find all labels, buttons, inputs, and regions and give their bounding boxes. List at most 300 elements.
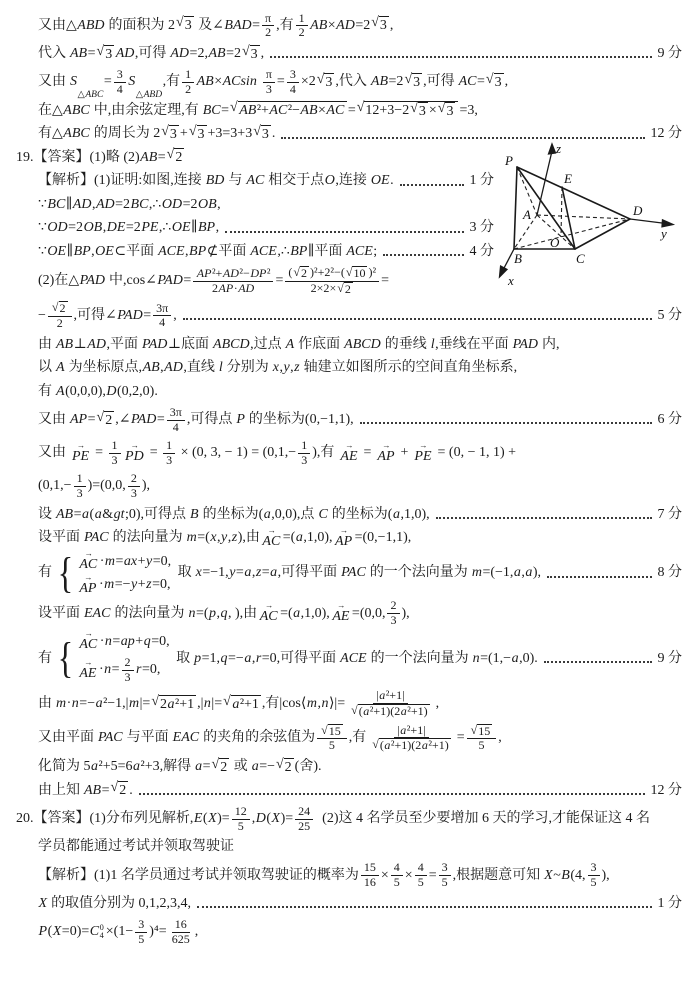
math-text: 10 xyxy=(353,265,366,280)
radical-sign: √ xyxy=(151,693,160,709)
math-text: ×(1− xyxy=(105,924,134,940)
math-text: 3 xyxy=(130,485,137,500)
vector xyxy=(262,525,281,549)
math-text: 2 xyxy=(59,301,66,316)
radical-sign: √ xyxy=(253,123,261,139)
radicand xyxy=(344,282,353,297)
radical-sign: √ xyxy=(371,15,379,31)
math-text: =(0,−1,1), xyxy=(354,530,412,546)
content-line xyxy=(4,471,682,502)
fraction xyxy=(415,861,427,890)
vector-arrow-icon: → xyxy=(84,658,92,668)
math-text: )=(0,0, xyxy=(87,478,126,494)
math-text: ,代入 AB=2 xyxy=(335,74,404,90)
math-text: π xyxy=(265,67,272,82)
math-text: 又由平面 PAC 与平面 EAC 的夹角的余弦值为 xyxy=(38,730,316,746)
math-text: 4 xyxy=(393,860,400,875)
radical-sign: √ xyxy=(188,123,197,139)
math-text: 2AP·AD xyxy=(211,280,255,295)
math-text: = xyxy=(456,730,465,746)
math-text: 【解析】(1)1 名学员通过考试并领取驾驶证的概率为 xyxy=(38,867,359,883)
denominator xyxy=(439,876,451,890)
radical-sign: √ xyxy=(404,71,413,87)
math-text: 15 xyxy=(478,723,491,738)
equation-system xyxy=(55,549,172,598)
vector-name: AP xyxy=(335,533,353,549)
math-text: 12 xyxy=(234,803,247,818)
denominator xyxy=(387,614,399,628)
math-text: 由 m·n=−a²−1,|m|= xyxy=(38,696,151,712)
fraction xyxy=(285,266,379,297)
radical-sign: √ xyxy=(470,722,478,737)
math-text: 设 AB=a(a&gt;0),可得点 B 的坐标为(a,0,0),点 C 的坐标为(a,1,0), xyxy=(38,506,430,522)
content-line xyxy=(4,438,682,469)
radicand xyxy=(231,695,261,714)
math-text: 16 xyxy=(363,875,376,890)
vector xyxy=(340,440,358,464)
content-line xyxy=(4,300,682,332)
vector-name: AP xyxy=(79,580,97,596)
numerator xyxy=(232,805,250,820)
radicand xyxy=(284,758,294,777)
content-line xyxy=(4,504,682,525)
math-text: + xyxy=(179,126,188,142)
math-text: 5 xyxy=(417,875,424,890)
math-text: 有△ABC 的周长为 2 xyxy=(38,126,161,142)
radical-sign: √ xyxy=(176,15,184,31)
content-line xyxy=(4,265,494,298)
math-text: 又由△ABD 的面积为 2 xyxy=(38,17,175,33)
subscript: △ABD xyxy=(135,89,163,100)
square-root xyxy=(293,266,309,281)
denominator xyxy=(296,26,308,40)
math-text: S xyxy=(128,74,136,90)
vector-arrow-icon: → xyxy=(264,601,273,611)
dotted-leader xyxy=(544,650,652,663)
math-text: ,∠PAD= xyxy=(115,412,165,427)
math-text: 5 xyxy=(441,875,448,890)
numerator xyxy=(285,266,379,282)
question-20-solution xyxy=(4,804,682,948)
math-text: ·m=ax+y=0, xyxy=(99,553,172,569)
math-text: 2 xyxy=(175,150,183,166)
system-brace: { xyxy=(57,549,74,598)
vector-name: AC xyxy=(79,637,98,653)
radicand xyxy=(104,45,114,64)
square-root xyxy=(242,45,260,64)
fraction xyxy=(163,439,175,468)
math-text: AD,可得 AD=2,AB=2 xyxy=(115,46,241,62)
math-text: = xyxy=(146,445,162,461)
math-text: r=0, xyxy=(136,662,161,678)
figure-label-x: x xyxy=(508,273,514,289)
math-text: ,有 xyxy=(162,74,181,90)
vector xyxy=(259,603,278,624)
math-text: (舍). xyxy=(294,759,322,775)
radical-sign: √ xyxy=(275,756,284,772)
superscript: 0 xyxy=(99,922,104,932)
radicand xyxy=(379,738,451,753)
math-text: ×2 xyxy=(300,74,316,90)
denominator xyxy=(169,933,193,947)
square-root xyxy=(346,266,368,281)
numerator xyxy=(182,68,194,83)
square-root xyxy=(111,781,129,800)
square-root xyxy=(97,411,115,430)
content-line xyxy=(4,688,682,720)
denominator xyxy=(156,316,168,330)
square-root xyxy=(321,724,343,739)
vector-arrow-icon: → xyxy=(267,525,276,535)
dotted-leader xyxy=(436,507,652,520)
radicand xyxy=(159,695,196,714)
content-line xyxy=(4,757,682,778)
question-18-solution-tail xyxy=(4,11,682,145)
math-text: 有 xyxy=(38,565,52,581)
dotted-leader xyxy=(281,126,644,139)
figure-label-O: O xyxy=(550,235,560,251)
subscript: △ABC xyxy=(77,89,104,100)
math-text: 4 xyxy=(289,82,296,97)
fraction xyxy=(114,68,126,97)
radicand xyxy=(324,73,334,92)
vector-name: AC xyxy=(79,557,98,573)
subscript: 4 xyxy=(99,931,104,941)
radicand xyxy=(219,758,229,777)
math-text: 2 xyxy=(390,598,397,613)
math-text: 625 xyxy=(171,931,190,946)
numerator xyxy=(263,68,275,83)
math-text: 2 xyxy=(130,471,137,486)
fraction xyxy=(262,12,274,41)
radical-sign: √ xyxy=(321,722,328,737)
math-text: ( xyxy=(288,265,293,280)
math-text: 又由 S xyxy=(38,74,77,90)
system-row xyxy=(77,575,171,596)
denominator xyxy=(262,26,274,40)
fraction xyxy=(109,439,121,468)
math-text: =(a,1,0), xyxy=(282,530,333,546)
radical-sign: √ xyxy=(437,100,446,116)
square-root xyxy=(52,301,68,316)
dotted-leader xyxy=(139,782,645,795)
figure-label-D: D xyxy=(633,203,643,219)
math-text: (a²+1)(2a²+1) xyxy=(358,704,428,719)
math-text: (0,1,− xyxy=(38,478,72,494)
numerator xyxy=(114,68,126,83)
math-text: , xyxy=(389,17,394,33)
fraction xyxy=(232,805,250,834)
math-text: = xyxy=(103,74,112,90)
denominator xyxy=(182,83,194,97)
denominator xyxy=(135,933,147,947)
math-text: 2 xyxy=(105,412,113,428)
math-text: π xyxy=(265,10,272,25)
vector xyxy=(79,551,98,572)
math-text: 1 xyxy=(111,437,118,452)
vector xyxy=(414,440,432,464)
content-line xyxy=(4,837,682,858)
radicand xyxy=(261,125,271,144)
math-text: ,可得∠PAD= xyxy=(73,307,152,323)
denominator xyxy=(361,876,379,890)
math-text: 4 xyxy=(172,419,179,434)
vector xyxy=(125,440,145,464)
math-text: 3π xyxy=(169,404,182,419)
question-19-solution xyxy=(4,141,682,801)
radicand xyxy=(169,125,179,144)
math-text: = xyxy=(276,74,285,90)
fraction xyxy=(167,406,185,435)
math-text: 3 xyxy=(184,18,192,34)
vector-arrow-icon: → xyxy=(76,440,85,450)
math-text: 2×2× xyxy=(310,281,337,296)
system-brace: { xyxy=(57,634,74,683)
fraction xyxy=(391,861,403,890)
math-text: 由上知 AB= xyxy=(38,782,110,798)
fraction xyxy=(295,805,313,834)
fraction xyxy=(48,301,72,331)
math-text: 及∠BAD= xyxy=(194,17,261,33)
math-text: AB×ACsin xyxy=(196,74,257,90)
fraction xyxy=(135,918,147,947)
math-text: (2)在△PAD 中,cos∠PAD= xyxy=(38,273,192,289)
math-text: ,可得点 P 的坐标为(0,−1,1), xyxy=(186,412,354,427)
math-text: =3, xyxy=(459,102,478,118)
content-line xyxy=(4,241,494,262)
dotted-leader xyxy=(225,220,463,233)
square-root xyxy=(253,125,271,144)
denominator xyxy=(308,282,357,297)
math-text: × xyxy=(404,867,413,883)
math-text: 2 xyxy=(185,82,192,97)
math-text: ,有 xyxy=(348,730,367,746)
math-text: ,有 xyxy=(276,17,294,33)
radical-sign: √ xyxy=(351,703,358,718)
math-text: 代入 AB= xyxy=(38,46,96,62)
content-line xyxy=(4,100,682,121)
vector xyxy=(335,525,353,549)
math-text: 3 xyxy=(250,46,258,62)
equation-system xyxy=(55,631,170,685)
numerator xyxy=(163,439,175,454)
denominator xyxy=(54,317,66,331)
fraction xyxy=(347,689,434,719)
vector xyxy=(332,603,350,624)
fraction xyxy=(263,68,275,97)
math-text: 5 xyxy=(328,738,335,753)
math-text: =(0,0, xyxy=(351,605,386,621)
math-text: ),有 xyxy=(312,445,338,461)
radicand xyxy=(238,101,347,120)
dotted-leader xyxy=(400,173,464,186)
vector xyxy=(72,440,90,464)
math-text: 3 xyxy=(379,18,387,34)
math-text: ·n=ap+q=0, xyxy=(99,633,170,649)
radical-sign: √ xyxy=(345,264,353,279)
radical-sign: √ xyxy=(96,409,105,425)
fraction xyxy=(387,599,399,628)
radicand xyxy=(118,781,128,800)
math-text: 设平面 PAC 的法向量为 m=(x,y,z),由 xyxy=(38,530,260,546)
math-text: 2 xyxy=(284,759,292,775)
math-text: AP²+AD²−DP² xyxy=(196,265,271,280)
math-text: = xyxy=(428,867,437,883)
denominator xyxy=(263,83,275,97)
math-text: 【解析】(1)证明:如图,连接 BD 与 AC 相交于点O,连接 OE. xyxy=(38,173,394,189)
math-text: × xyxy=(380,867,389,883)
fraction xyxy=(368,724,455,754)
score-label: 4 分 xyxy=(469,243,494,259)
math-text: 或 a=− xyxy=(230,759,275,775)
radical-sign: √ xyxy=(337,280,344,295)
math-text: 3 xyxy=(169,126,177,142)
math-text: × xyxy=(428,103,437,119)
math-text: 5 xyxy=(138,931,145,946)
numerator xyxy=(391,861,403,876)
math-text: 2 xyxy=(298,25,305,40)
denominator xyxy=(170,421,182,435)
vector-name: AE xyxy=(340,448,358,464)
dotted-leader xyxy=(383,244,463,257)
math-text: 3 xyxy=(441,860,448,875)
math-text: ∵BC∥AD,AD=2BC,∴OD=2OB, xyxy=(38,196,221,212)
numerator xyxy=(394,724,428,739)
score-label: 12 分 xyxy=(650,782,682,798)
fraction xyxy=(467,724,497,754)
figure-label-y: y xyxy=(661,226,667,242)
numerator xyxy=(373,689,407,704)
content-line xyxy=(4,525,682,549)
score-label: 1 分 xyxy=(469,173,494,189)
score-label: 8 分 xyxy=(657,565,682,581)
math-text: 19.【答案】(1)略 (2)AB= xyxy=(16,149,166,165)
radical-sign: √ xyxy=(485,71,494,87)
radicand xyxy=(184,16,194,35)
vector-arrow-icon: → xyxy=(382,440,390,450)
math-text: ∵OD=2OB,DE=2PE,∴OE∥BP, xyxy=(38,220,220,236)
math-text: , xyxy=(194,924,199,940)
radicand xyxy=(445,102,455,121)
denominator xyxy=(235,820,247,834)
radicand xyxy=(418,102,428,121)
math-text: 3 xyxy=(138,917,145,932)
radical-sign: √ xyxy=(161,123,169,139)
numerator xyxy=(122,656,134,671)
content-line xyxy=(4,44,682,65)
radical-sign: √ xyxy=(372,737,379,752)
vector xyxy=(377,440,395,464)
numerator xyxy=(317,724,347,740)
math-text: = xyxy=(91,445,107,461)
vector-arrow-icon: → xyxy=(339,525,348,535)
math-text: 3 xyxy=(494,74,502,90)
math-text: + xyxy=(397,445,412,461)
math-text: )⁴= xyxy=(149,924,167,940)
score-label: 9 分 xyxy=(657,46,682,62)
vector-arrow-icon: → xyxy=(84,629,92,639)
math-text: 3 xyxy=(446,103,454,119)
content-line xyxy=(4,860,682,891)
dotted-leader xyxy=(183,308,652,321)
radicand xyxy=(352,266,367,281)
vector-name: AC xyxy=(259,608,278,624)
math-text: 在△ABC 中,由余弦定理,有 BC= xyxy=(38,102,230,118)
math-text: 3 xyxy=(390,613,397,628)
math-text: ·m=−y+z=0, xyxy=(98,577,171,593)
content-line xyxy=(4,780,682,801)
math-text: ,根据题意可知 X~B(4, xyxy=(452,867,586,883)
denominator xyxy=(295,820,313,834)
math-text: ,可得 AC= xyxy=(423,74,485,90)
math-text: )² xyxy=(368,265,377,280)
math-text: 3 xyxy=(105,46,113,62)
radical-sign: √ xyxy=(356,99,365,115)
math-text: 学员都能通过考试并领取驾驶证 xyxy=(38,839,234,855)
radical-sign: √ xyxy=(230,100,238,116)
dotted-leader xyxy=(270,46,651,59)
math-text: 15 xyxy=(363,860,376,875)
math-text: 3 xyxy=(261,126,269,142)
math-text: ,有|cos⟨m,n⟩|= xyxy=(261,696,346,712)
math-text: 3 xyxy=(265,82,272,97)
denominator xyxy=(209,282,258,296)
math-text: = xyxy=(347,102,356,118)
square-root xyxy=(151,695,196,714)
radical-sign: √ xyxy=(410,100,418,116)
radical-sign: √ xyxy=(51,300,59,315)
denominator xyxy=(163,454,175,468)
math-text: ,D(X)= xyxy=(251,810,294,826)
math-text: 24 xyxy=(298,803,311,818)
math-text: 3 xyxy=(590,860,597,875)
vector-name: PE xyxy=(72,448,90,464)
math-text: X 的取值分别为 0,1,2,3,4, xyxy=(38,896,192,911)
radical-sign: √ xyxy=(110,780,119,796)
math-text: 3 xyxy=(166,452,173,467)
radicand xyxy=(477,724,492,739)
math-text: P(X=0)=C xyxy=(38,924,100,940)
system-rows xyxy=(77,631,170,685)
math-text: , xyxy=(498,730,502,746)
vector-arrow-icon: → xyxy=(337,601,345,611)
math-text: 2 xyxy=(119,783,127,799)
math-text: 3 xyxy=(418,103,426,119)
content-line xyxy=(4,631,682,685)
numerator xyxy=(167,406,185,421)
dotted-leader xyxy=(547,565,651,578)
vector xyxy=(79,575,97,596)
square-root xyxy=(486,73,504,92)
math-text: ), xyxy=(141,478,150,494)
math-text: AB²+AC²−AB×AC xyxy=(239,103,345,119)
radicand xyxy=(364,101,458,121)
math-text: 以 A 为坐标原点,AB,AD,直线 l 分别为 x,y,z 轴建立如图所示的空间直角坐标系, xyxy=(38,360,518,376)
square-root xyxy=(410,102,428,121)
math-text: 20.【答案】(1)分布列见解析,E(X)= xyxy=(16,810,230,826)
math-text: 4 xyxy=(159,315,166,330)
denominator xyxy=(114,83,126,97)
math-text: 设平面 EAC 的法向量为 n=(p,q, ),由 xyxy=(38,605,258,621)
numerator xyxy=(467,724,497,740)
score-label: 3 分 xyxy=(469,220,494,236)
numerator xyxy=(295,805,313,820)
content-line xyxy=(4,334,682,355)
math-text: 5 xyxy=(478,738,485,753)
radicand xyxy=(197,125,207,144)
math-text: 5 xyxy=(590,875,597,890)
radicand xyxy=(300,266,309,281)
